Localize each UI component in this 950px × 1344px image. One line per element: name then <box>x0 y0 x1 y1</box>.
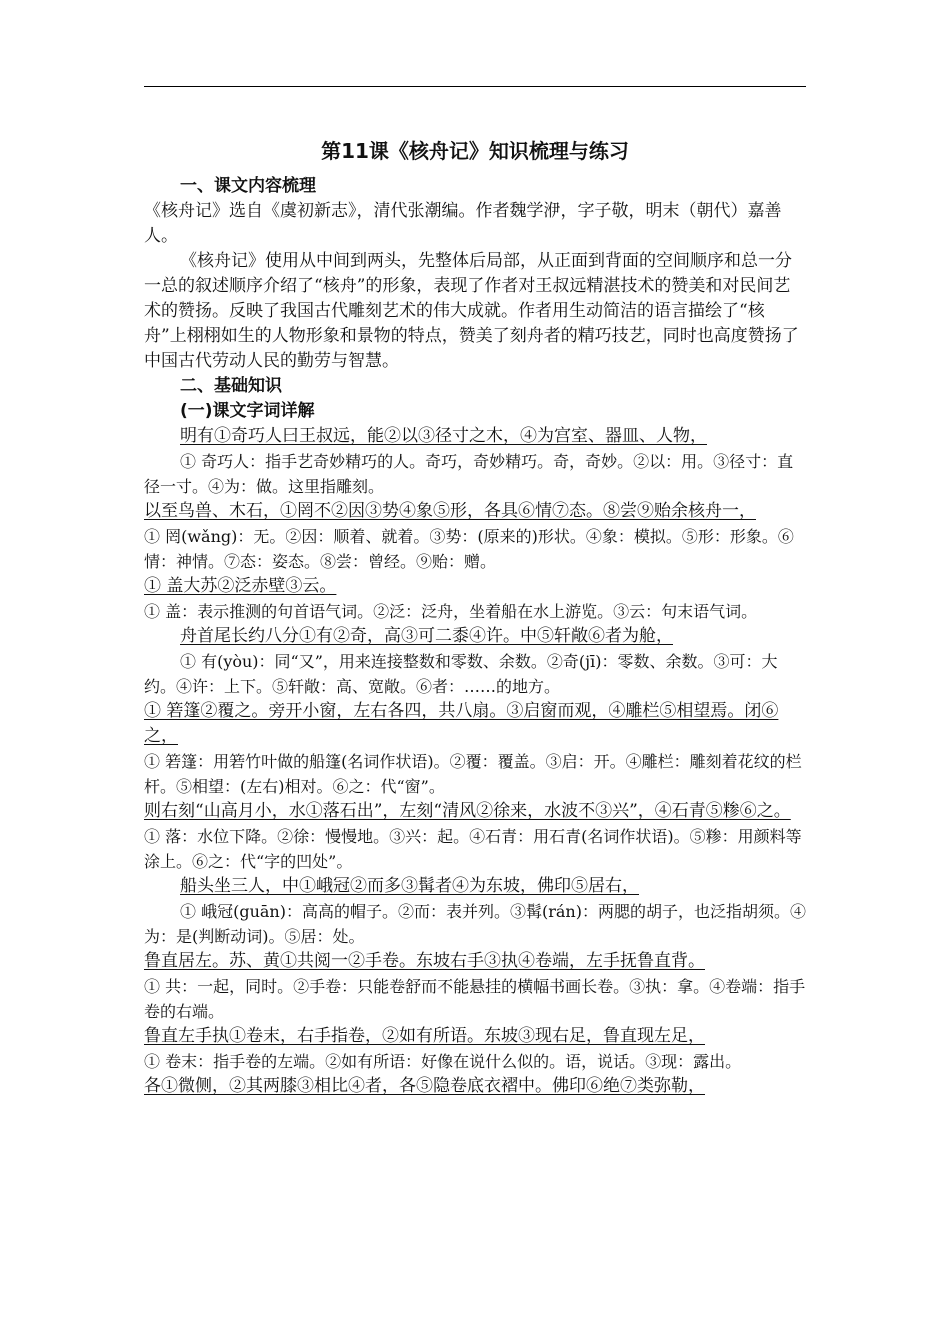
paragraph-source: 《核舟记》选自《虞初新志》，清代张潮编。作者魏学洢，字子敬，明末（朝代）嘉善人。 <box>144 201 782 246</box>
annotation-6: ① 落：水位下降。②徐：慢慢地。③兴：起。④石青：用石青(名词作状语)。⑤糁：用颜料等涂上。⑥之：代“字的凹处”。 <box>144 827 802 871</box>
header-rule <box>144 86 806 87</box>
source-line-6: 则右刻“山高月小，水①落石出”，左刻“清风②徐来，水波不③兴”，④石青⑤糁⑥之。 <box>144 801 791 821</box>
source-line-10: 各①微侧，②其两膝③相比④者，各⑤隐卷底衣褶中。佛印⑥绝⑦类弥勒， <box>144 1076 705 1096</box>
source-line-9: 鲁直左手执①卷末，右手指卷，②如有所语。东坡③现右足，鲁直现左足， <box>144 1026 705 1046</box>
annotation-9: ① 卷末：指手卷的左端。②如有所语：好像在说什么似的。语，说话。③现：露出。 <box>144 1052 742 1071</box>
source-line-4: 舟首尾长约八分①有②奇，高③可二黍④许。中⑤轩敞⑥者为舱， <box>180 626 673 646</box>
page-title: 第11课《核舟记》知识梳理与练习 <box>321 139 629 163</box>
section-heading-2: 二、基础知识 <box>180 376 282 396</box>
annotation-2: ① 罔(wǎng)：无。②因：顺着、就着。③势：(原来的)形状。④象：模拟。⑤形：形象。⑥情：神情。⑦态：姿态。⑧尝：曾经。⑨贻：赠。 <box>144 527 794 571</box>
source-line-2: 以至鸟兽、木石，①罔不②因③势④象⑤形，各具⑥情⑦态。⑧尝⑨贻余核舟一， <box>144 501 756 521</box>
annotation-5: ① 箬篷：用箬竹叶做的船篷(名词作状语)。②覆：覆盖。③启：开。④雕栏：雕刻着花纹的栏杆。⑤相望：(左右)相对。⑥之：代“窗”。 <box>144 752 802 796</box>
document-body <box>144 134 806 1099</box>
annotation-4: ① 有(yòu)：同“又”，用来连接整数和零数、余数。②奇(jī)：零数、余数。③可：大约。④许：上下。⑤轩敞：高、宽敞。⑥者：……的地方。 <box>144 652 778 696</box>
annotation-8: ① 共：一起，同时。②手卷：只能卷舒而不能悬挂的横幅书画长卷。③执：拿。④卷端：指手卷的右端。 <box>144 977 806 1021</box>
paragraph-summary: 《核舟记》使用从中间到两头，先整体后局部，从正面到背面的空间顺序和总一分一总的叙述顺序介绍了“核舟”的形象，表现了作者对王叔远精湛技术的赞美和对民间艺术的赞扬。反映了我国古代雕刻艺术的伟大成就。作者用生动简洁的语言描绘了“核舟”上栩栩如生的人物形象和景物的特点，赞美了刻舟者的精巧技艺，同时也高度赞扬了中国古代劳动人民的勤劳与智慧。 <box>144 251 799 371</box>
annotation-7: ① 峨冠(guān)：高高的帽子。②而：表并列。③髯(rán)：两腮的胡子，也泛指胡须。④为：是(判断动词)。⑤居：处。 <box>144 902 806 946</box>
source-line-5: ① 箬篷②覆之。旁开小窗，左右各四，共八扇。③启窗而观，④雕栏⑤相望焉。闭⑥之， <box>144 701 779 746</box>
source-line-3: ① 盖大苏②泛赤壁③云。 <box>144 576 337 596</box>
source-line-7: 船头坐三人，中①峨冠②而多③髯者④为东坡，佛印⑤居右， <box>180 876 639 896</box>
annotation-1: ① 奇巧人：指手艺奇妙精巧的人。奇巧，奇妙精巧。奇，奇妙。②以：用。③径寸：直径一寸。④为：做。这里指雕刻。 <box>144 452 794 496</box>
annotation-3: ① 盖：表示推测的句首语气词。②泛：泛舟，坐着船在水上游览。③云：句末语气词。 <box>144 602 758 621</box>
section-heading-1: 一、课文内容梳理 <box>180 176 316 196</box>
source-line-1: 明有①奇巧人曰王叔远，能②以③径寸之木，④为宫室、器皿、人物， <box>180 426 707 446</box>
source-line-8: 鲁直居左。苏、黄①共阅一②手卷。东坡右手③执④卷端，左手抚鲁直背。 <box>144 951 705 971</box>
subheading-vocab: (一)课文字词详解 <box>180 401 315 421</box>
